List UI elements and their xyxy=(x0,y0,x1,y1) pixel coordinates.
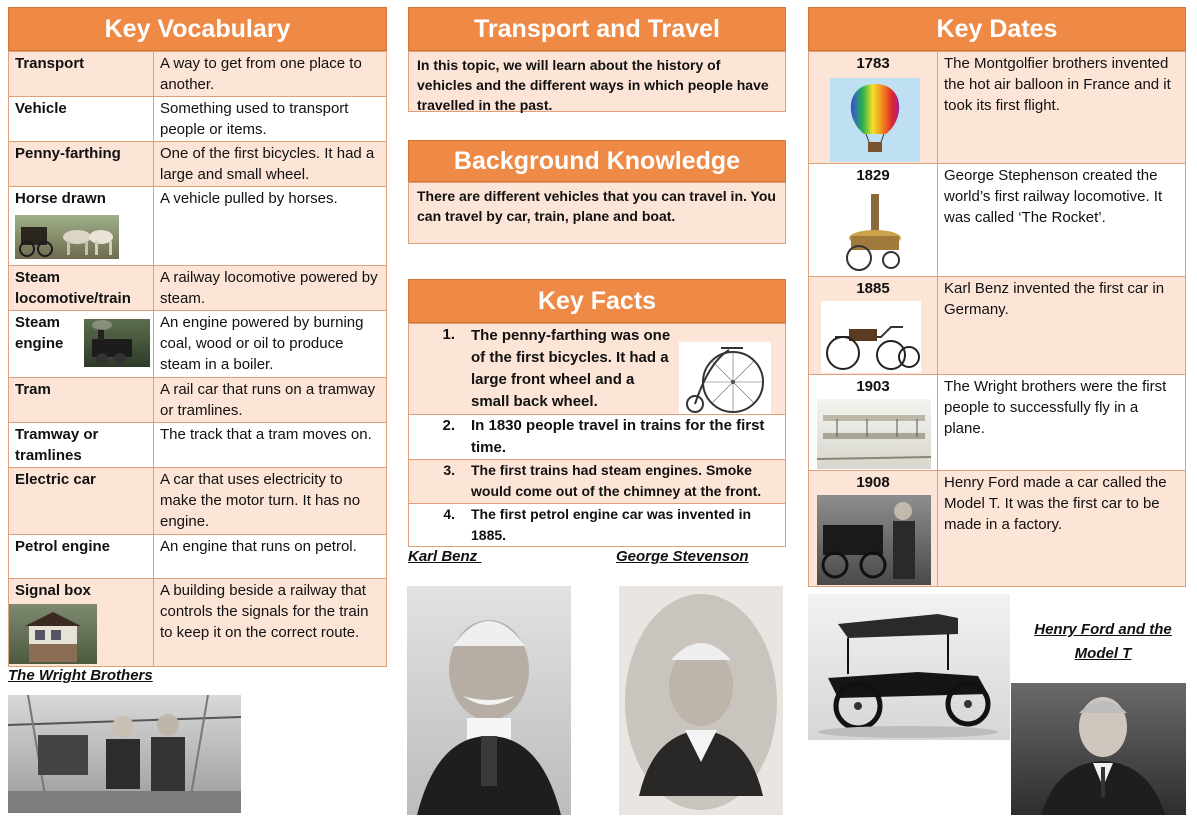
vocab-definition: A vehicle pulled by horses. xyxy=(154,187,387,266)
key-dates-title: Key Dates xyxy=(808,7,1186,51)
date-year: 1885 xyxy=(856,280,890,297)
key-vocabulary-panel xyxy=(8,7,387,667)
vocab-definition: An engine powered by burning coal, wood or oil to produce steam in a boiler. xyxy=(154,311,387,378)
vocab-term: Steam engine xyxy=(15,314,64,352)
fact-number: 1. xyxy=(442,326,455,343)
key-dates-table xyxy=(808,51,1186,587)
vocab-term: Tramway or tramlines xyxy=(9,423,154,468)
benz-car-icon xyxy=(821,301,921,373)
table-row xyxy=(9,266,387,311)
signal-box-image xyxy=(9,604,97,664)
vocab-definition: Something used to transport people or items. xyxy=(154,97,387,142)
vocab-term: Steam locomotive/train xyxy=(9,266,154,311)
date-text: Karl Benz invented the first car in Germany. xyxy=(938,277,1186,375)
date-text: George Stephenson created the world’s first railway locomotive. It was called ‘The Rocket’. xyxy=(938,164,1186,277)
george-stevenson-icon xyxy=(619,586,783,815)
vocab-term: Transport xyxy=(9,52,154,97)
table-row xyxy=(9,97,387,142)
list-item xyxy=(409,324,785,415)
date-year: 1908 xyxy=(856,474,890,491)
wright-brothers-photo xyxy=(8,695,241,813)
date-text: Henry Ford made a car called the Model T. It was the first car to be made in a factory. xyxy=(938,471,1186,587)
key-dates-panel xyxy=(808,7,1186,587)
table-row xyxy=(9,468,387,535)
table-row xyxy=(809,277,1186,375)
date-year: 1829 xyxy=(856,167,890,184)
vocab-term: Vehicle xyxy=(9,97,154,142)
table-row xyxy=(9,142,387,187)
karl-benz-icon xyxy=(407,586,571,815)
table-row xyxy=(9,187,387,266)
table-row xyxy=(9,311,387,378)
list-item xyxy=(409,415,785,460)
transport-title: Transport and Travel xyxy=(408,7,786,51)
vocab-definition: A way to get from one place to another. xyxy=(154,52,387,97)
karl-benz-portrait xyxy=(407,586,571,815)
date-text: The Montgolfier brothers invented the hot air balloon in France and it took its first flight. xyxy=(938,52,1186,164)
transport-panel xyxy=(408,7,786,112)
background-text: There are different vehicles that you can travel in. You can travel by car, train, plane and boat. xyxy=(408,182,786,244)
table-row xyxy=(9,52,387,97)
vocab-term: Signal box xyxy=(15,582,91,599)
benz-car-image xyxy=(821,301,921,373)
fact-text: In 1830 people travel in trains for the first time. xyxy=(471,417,765,456)
ford-model-t-1908-image xyxy=(817,495,931,585)
henry-ford-caption: Henry Ford and the Model T xyxy=(1034,621,1172,662)
list-item xyxy=(409,504,785,547)
table-row xyxy=(809,471,1186,587)
vocab-definition: An engine that runs on petrol. xyxy=(154,535,387,579)
hot-air-balloon-image xyxy=(830,78,920,162)
vocabulary-table xyxy=(8,51,387,667)
list-item xyxy=(409,460,785,504)
key-facts-title: Key Facts xyxy=(408,279,786,323)
the-rocket-image xyxy=(839,188,909,272)
date-text: The Wright brothers were the first people to successfully fly in a plane. xyxy=(938,375,1186,471)
henry-ford-icon xyxy=(1011,683,1186,815)
fact-text: The penny-farthing was one of the first bicycles. It had a large front wheel and a small back wheel. xyxy=(471,327,671,410)
date-year: 1903 xyxy=(856,378,890,395)
horse-carriage-icon xyxy=(15,215,119,259)
vocab-definition: A rail car that runs on a tramway or tramlines. xyxy=(154,378,387,423)
vocab-term: Electric car xyxy=(9,468,154,535)
background-panel xyxy=(408,140,786,244)
background-title: Background Knowledge xyxy=(408,140,786,182)
penny-farthing-image xyxy=(679,342,771,414)
the-rocket-icon xyxy=(839,188,909,272)
vocab-definition: The track that a tram moves on. xyxy=(154,423,387,468)
key-facts-panel xyxy=(408,279,786,547)
wright-brothers-icon xyxy=(8,695,241,813)
signal-box-icon xyxy=(9,604,97,664)
table-row xyxy=(9,535,387,579)
vocab-term: Tram xyxy=(9,378,154,423)
penny-farthing-icon xyxy=(679,342,771,414)
wright-flyer-image xyxy=(817,399,931,469)
henry-ford-portrait xyxy=(1011,683,1186,815)
ford-model-t-1908-icon xyxy=(817,495,931,585)
table-row xyxy=(809,375,1186,471)
vocab-definition: A building beside a railway that controls the signals for the train to keep it on the correct route. xyxy=(154,579,387,667)
steam-engine-image xyxy=(84,319,150,367)
vocab-term: Penny-farthing xyxy=(9,142,154,187)
date-year: 1783 xyxy=(856,55,890,72)
table-row xyxy=(809,52,1186,164)
key-vocabulary-title: Key Vocabulary xyxy=(8,7,387,51)
wright-brothers-caption: The Wright Brothers xyxy=(8,667,153,684)
vocab-definition: A railway locomotive powered by steam. xyxy=(154,266,387,311)
wright-flyer-icon xyxy=(817,399,931,469)
vocab-definition: A car that uses electricity to make the motor turn. It has no engine. xyxy=(154,468,387,535)
vocab-definition: One of the first bicycles. It had a large and small wheel. xyxy=(154,142,387,187)
horse-carriage-image xyxy=(15,215,119,259)
model-t-car-icon xyxy=(808,594,1010,740)
key-facts-list xyxy=(408,323,786,547)
vocab-term: Petrol engine xyxy=(9,535,154,579)
model-t-photo xyxy=(808,594,1010,740)
hot-air-balloon-icon xyxy=(830,78,920,162)
karl-benz-caption: Karl Benz xyxy=(408,548,482,565)
table-row xyxy=(9,579,387,667)
fact-text: The first petrol engine car was invented in 1885. xyxy=(471,506,752,543)
table-row xyxy=(9,423,387,468)
fact-number: 3. xyxy=(443,462,455,478)
george-stevenson-portrait xyxy=(619,586,783,815)
fact-text: The first trains had steam engines. Smoke would come out of the chimney at the front. xyxy=(471,462,762,499)
table-row xyxy=(809,164,1186,277)
fact-number: 4. xyxy=(443,506,455,522)
fact-number: 2. xyxy=(442,417,455,434)
table-row xyxy=(9,378,387,423)
vocab-term: Horse drawn xyxy=(15,190,106,207)
george-stevenson-caption: George Stevenson xyxy=(616,548,749,565)
transport-intro: In this topic, we will learn about the history of vehicles and the different ways in which people have travelled in the past. xyxy=(408,51,786,112)
steam-engine-icon xyxy=(84,319,150,367)
